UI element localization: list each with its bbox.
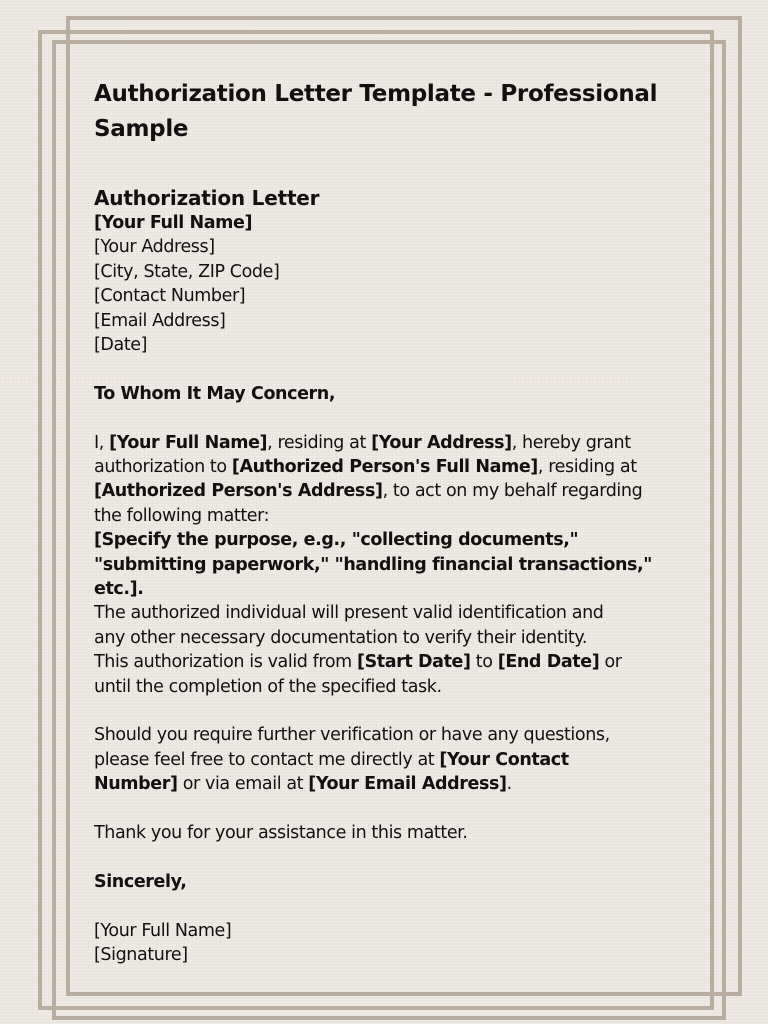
para1-line-8: The authorized individual will present valid identification and [94,603,604,624]
signature-placeholder: [Signature] [94,945,188,966]
sender-phone: [Contact Number] [94,286,246,307]
para1-line-5: [Specify the purpose, e.g., "collecting documents," [94,530,579,551]
sender-email: [Email Address] [94,310,226,331]
para2-line-2: please feel free to contact me directly at [Your Contact [94,749,569,770]
para1-line-1: I, [Your Full Name], residing at [Your Address], hereby grant [94,432,631,453]
sender-block [94,211,684,357]
page-title-line-1: Authorization Letter Template - Professional [94,81,658,107]
para1-line-6: "submitting paperwork," "handling financial transactions," [94,554,652,575]
para1-line-11: until the completion of the specified task. [94,676,442,697]
para1-line-9: any other necessary documentation to verify their identity. [94,627,588,648]
closing: Sincerely, [94,871,187,892]
letter-heading: Authorization Letter [94,186,320,210]
para2-line-3: Number] or via email at [Your Email Address]. [94,774,512,795]
signature-block [94,919,684,968]
para1-line-10: This authorization is valid from [Start Date] to [End Date] or [94,652,622,673]
paragraph-contact [94,723,684,796]
salutation: To Whom It May Concern, [94,383,336,404]
paragraph-authorization [94,431,684,699]
para1-line-7: etc.]. [94,579,144,600]
para1-line-4: the following matter: [94,505,270,526]
letter-content [94,77,684,968]
signature-name: [Your Full Name] [94,920,232,941]
sender-address: [Your Address] [94,237,215,258]
page-title-line-2: Sample [94,116,189,142]
para2-line-1: Should you require further verification or have any questions, [94,725,610,746]
sender-city: [City, State, ZIP Code] [94,261,280,282]
para1-line-3: [Authorized Person's Address], to act on my behalf regarding [94,481,643,502]
sender-name: [Your Full Name] [94,213,253,233]
sender-date: [Date] [94,335,148,356]
para1-line-2: authorization to [Authorized Person's Full Name], residing at [94,457,637,478]
page-title [94,77,684,147]
thanks-line: Thank you for your assistance in this matter. [94,823,468,844]
